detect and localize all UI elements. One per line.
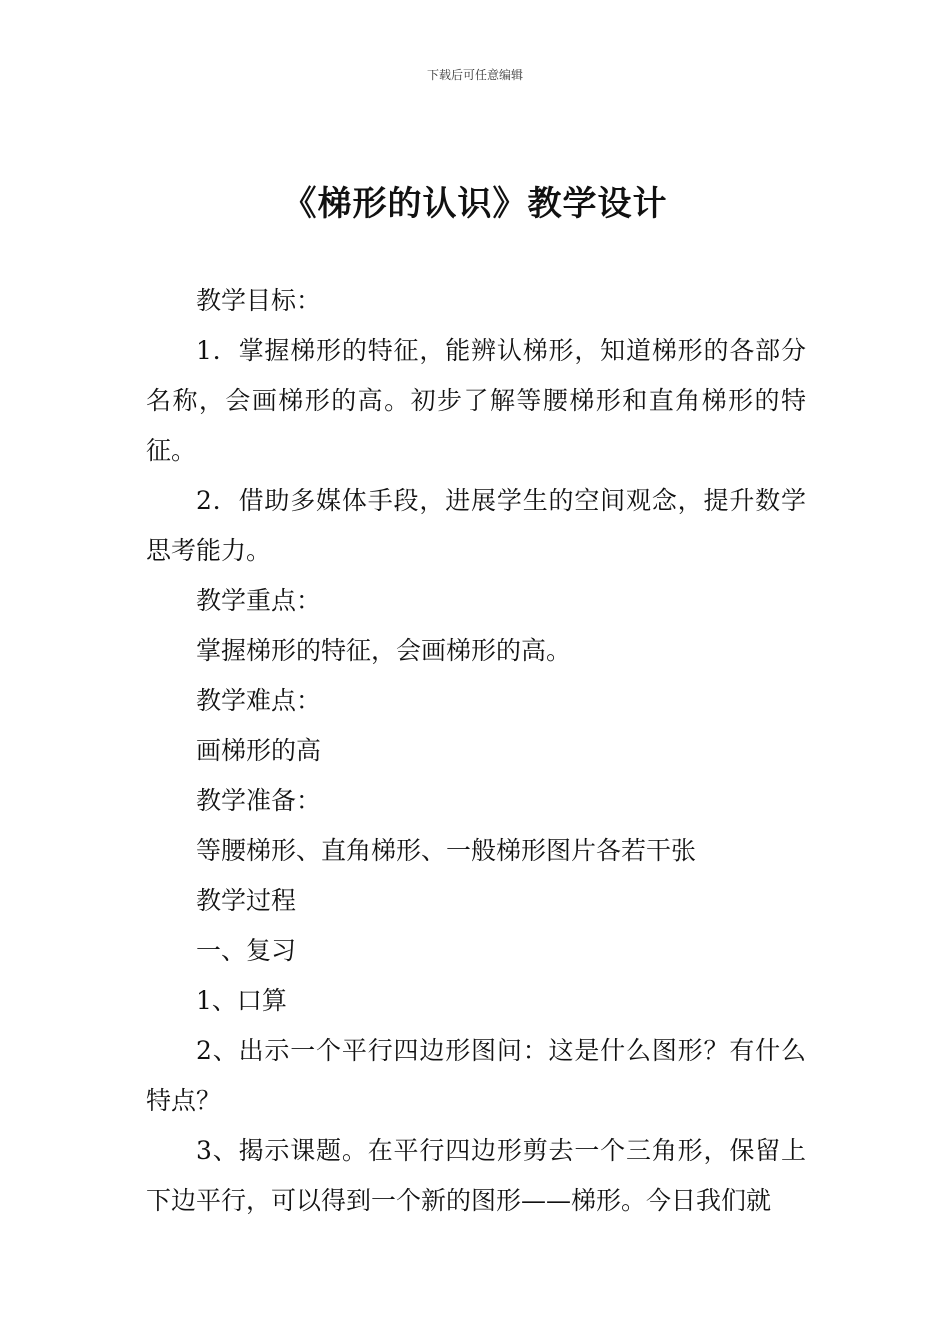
paragraph-objective-1: 1．掌握梯形的特征，能辨认梯形，知道梯形的各部分名称，会画梯形的高。初步了解等腰梯形和直角梯形的特征。 [146, 336, 806, 465]
paragraph-review-3: 3、揭示课题。在平行四边形剪去一个三角形，保留上下边平行，可以得到一个新的图形——梯形。今日我们就 [146, 1136, 806, 1215]
paragraph-preparation: 等腰梯形、直角梯形、一般梯形图片各若干张 [196, 836, 697, 865]
document-title: 《梯形的认识》教学设计 [282, 184, 668, 224]
header-note: 下载后可任意编辑 [426, 68, 523, 82]
paragraph-review-1: 1、口算 [196, 986, 287, 1015]
paragraph-key-point-heading: 教学重点： [196, 586, 322, 615]
paragraph-review-2: 2、出示一个平行四边形图问：这是什么图形？有什么特点？ [146, 1036, 806, 1115]
paragraph-difficulty-heading: 教学难点： [196, 686, 322, 715]
paragraph-key-point: 掌握梯形的特征，会画梯形的高。 [196, 636, 572, 665]
paragraph-process-heading: 教学过程 [196, 886, 297, 915]
paragraph-preparation-heading: 教学准备： [196, 786, 322, 815]
paragraph-objective-2: 2．借助多媒体手段，进展学生的空间观念，提升数学思考能力。 [146, 486, 806, 565]
paragraph-review-heading: 一、复习 [196, 936, 297, 965]
document-body [146, 276, 806, 1226]
paragraph-difficulty: 画梯形的高 [196, 736, 322, 765]
paragraph-objectives-heading: 教学目标： [196, 286, 322, 315]
